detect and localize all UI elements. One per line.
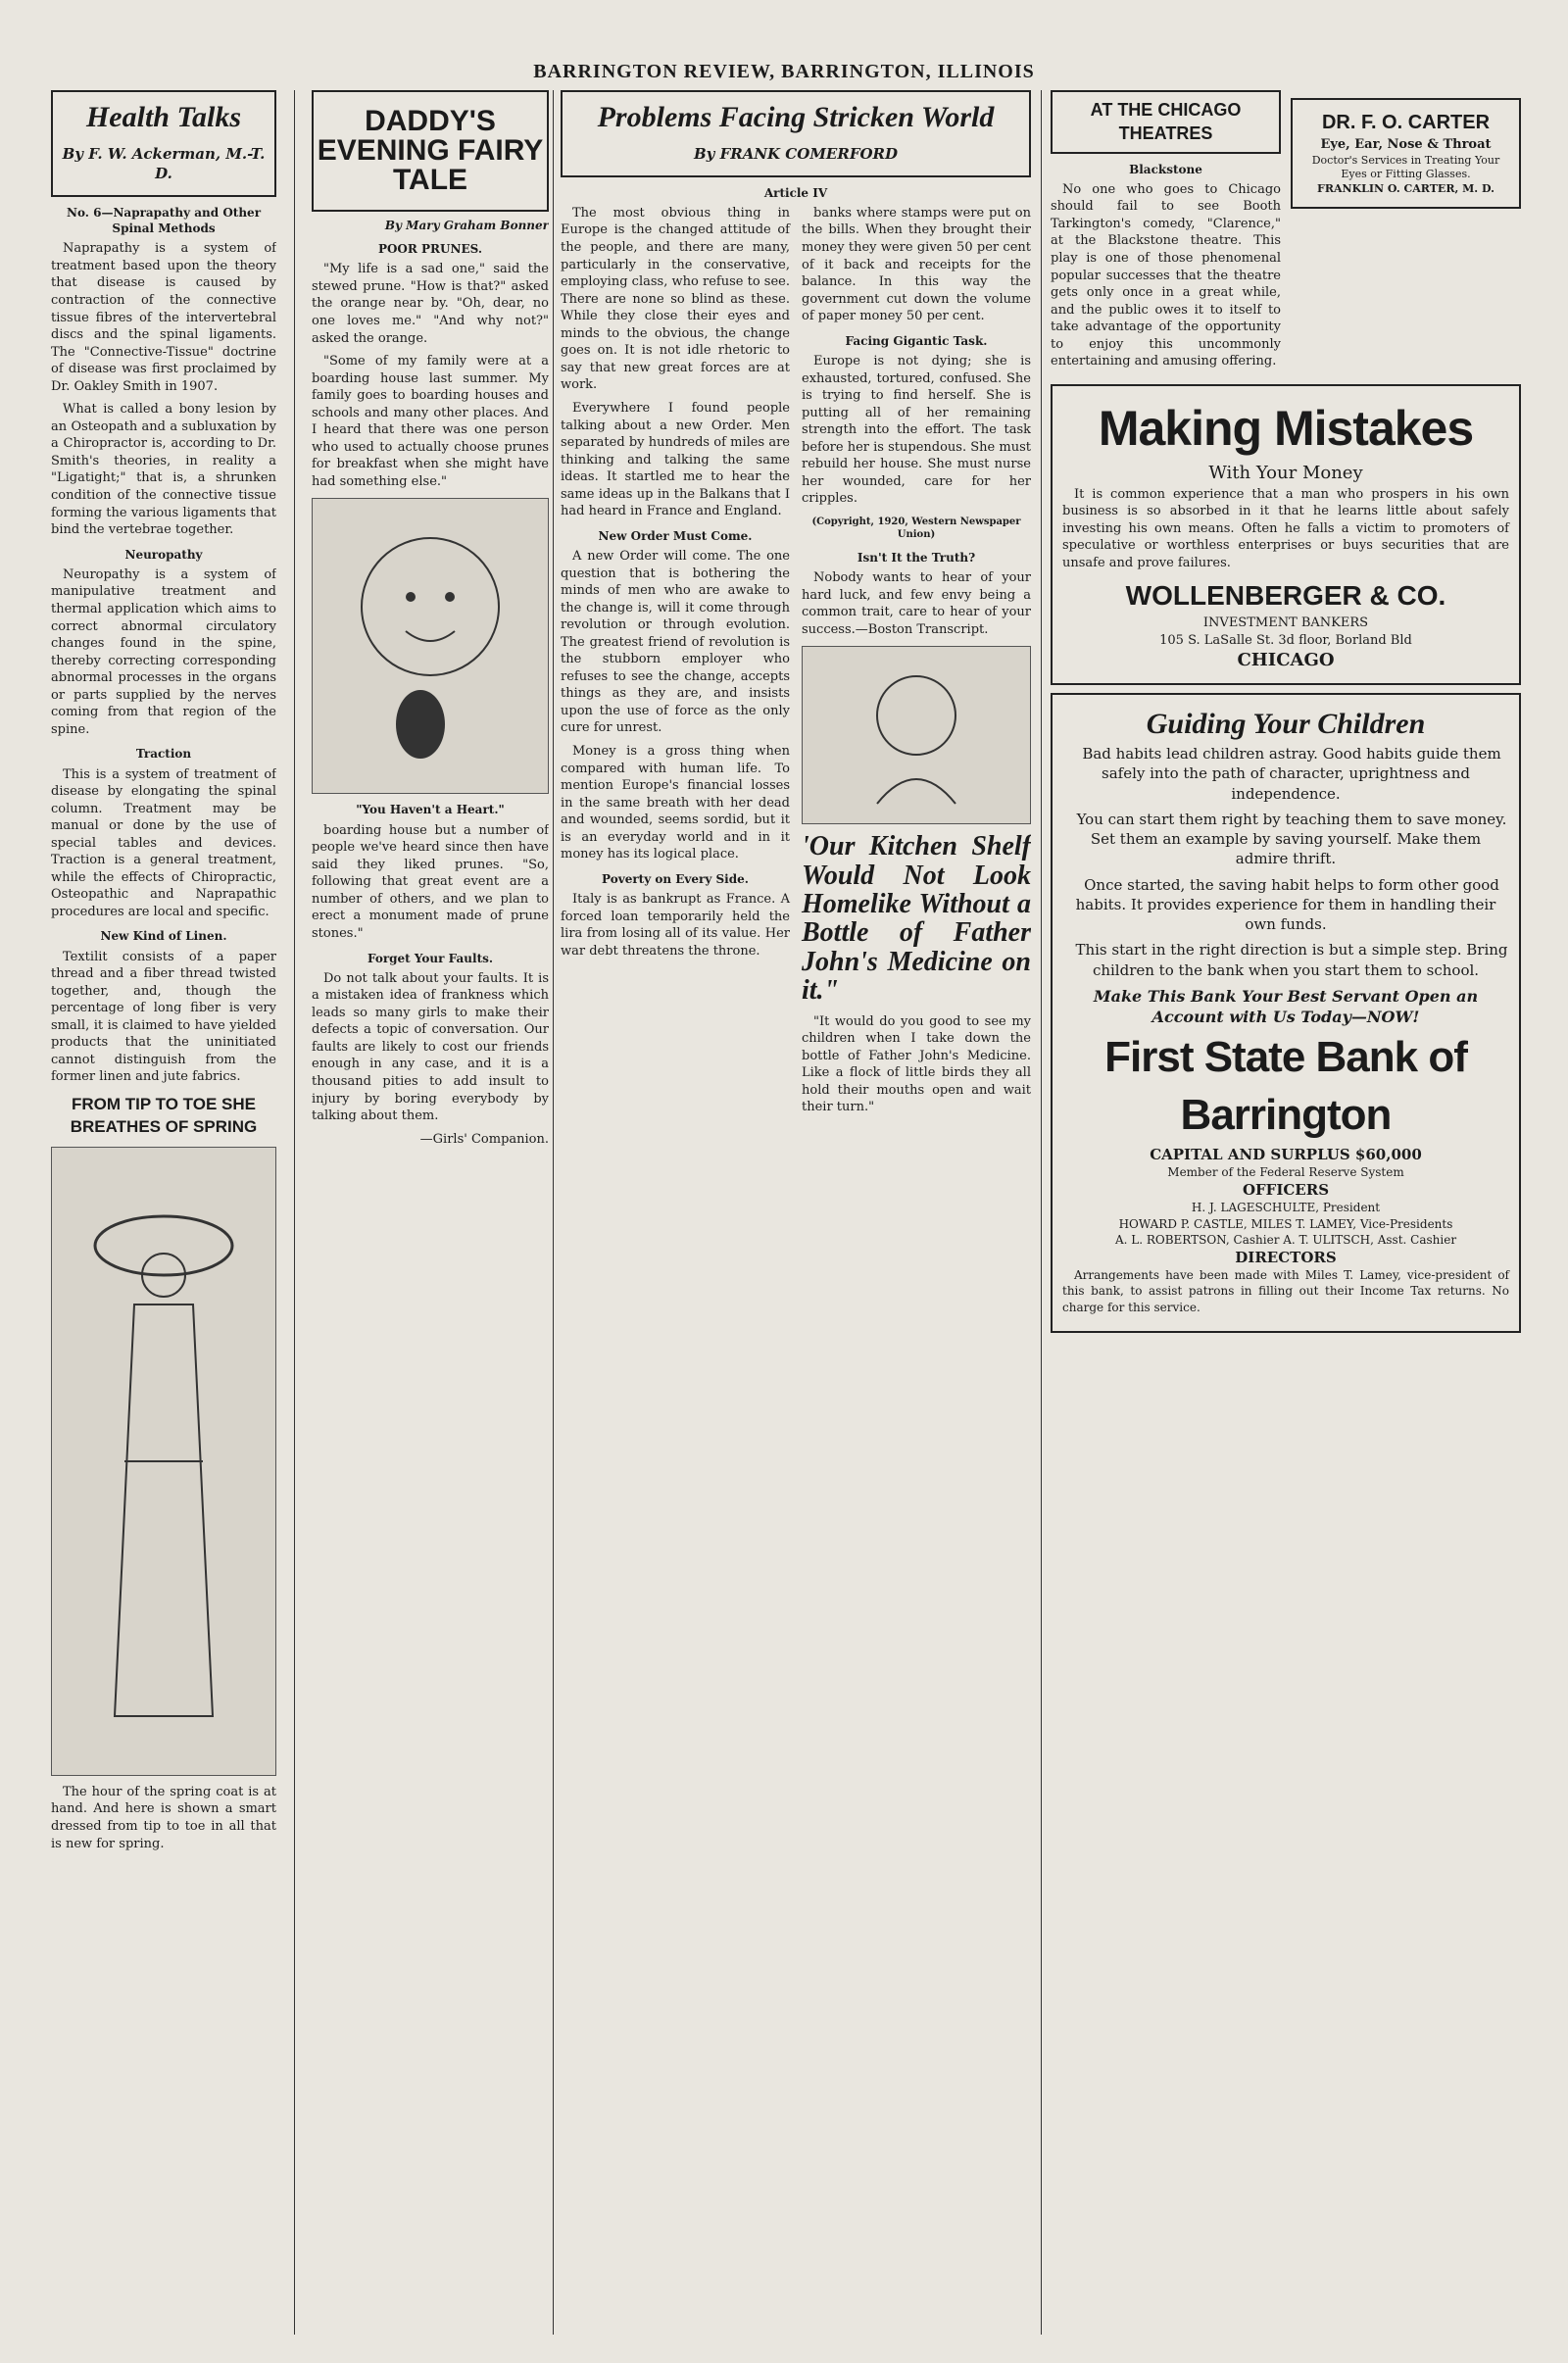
section-heading: New Kind of Linen. xyxy=(100,929,227,944)
paragraph: "Some of my family were at a boarding house last summer. My family goes to boarding houses and schools and many other places. And I heard that there was one person who used to actually choose prunes for breakfast when she might have had something else." xyxy=(312,354,549,489)
column-rule xyxy=(1041,90,1042,2335)
problems-title: Problems Facing Stricken World xyxy=(597,101,995,133)
section-heading: New Order Must Come. xyxy=(598,528,753,543)
directors-heading: DIRECTORS xyxy=(1235,1248,1337,1266)
paragraph: Textilit consists of a paper thread and a fiber thread twisted together, and, though the percentage of long fiber is very small, it is claimed to have yielded products that the uninitiated cannot distinguish from the former linen and jute fabrics. xyxy=(51,949,276,1085)
advertisement-column xyxy=(1051,90,1521,2344)
paragraph: You can start them right by teaching them to save money. Set them an example by saving yourself. Make them admire thrift. xyxy=(1076,810,1507,868)
firm-type: INVESTMENT BANKERS xyxy=(1202,615,1369,631)
problems-byline: By FRANK COMERFORD xyxy=(693,144,899,163)
paragraph: Nobody wants to hear of your hard luck, and few envy being a common trait, care to hear of your success.—Boston Transcript. xyxy=(802,570,1031,637)
column-rule xyxy=(294,90,295,2335)
filler-title: Isn't It the Truth? xyxy=(857,550,976,565)
paragraph: Neuropathy is a system of manipulative treatment and thermal application which aims to correct abnormal circulatory changes found in the spine, thereby correcting corresponding abnormal processes in the organs or parts supplied by the nerves coming from that region of the spine. xyxy=(51,566,276,737)
paragraph: This start in the right direction is but a simple step. Bring children to the bank when you start them to school. xyxy=(1075,941,1508,979)
health-talks-title: Health Talks xyxy=(85,101,242,133)
woman-figure-icon xyxy=(75,1167,252,1755)
bank-capital: CAPITAL AND SURPLUS $60,000 xyxy=(1150,1145,1422,1163)
section-heading: Poverty on Every Side. xyxy=(602,871,749,886)
paragraph: It is common experience that a man who prospers in his own business is so absorbed in it that he learns little about safely investing his own means. Often he falls a victim to promoters of speculative or worthless enterprises or buys securities that are unsafe and prove failures. xyxy=(1062,486,1509,570)
health-talks-subhead: No. 6—Naprapathy and Other Spinal Methods xyxy=(66,206,262,236)
credit-line: —Girls' Companion. xyxy=(419,1131,549,1147)
section-heading: Traction xyxy=(135,747,192,762)
theatre-section xyxy=(1051,90,1281,376)
fashion-illustration xyxy=(51,1147,276,1776)
paragraph: No one who goes to Chicago should fail to see Booth Tarkington's comedy, "Clarence," at the Blackstone theatre. This play is one of those phenomenal popular successes that the theatre gets only once in a great while, and the public owes it to itself to take advantage of the opportunity to enjoy this uncommonly entertaining and amusing offering. xyxy=(1051,181,1281,369)
child-face-icon xyxy=(858,657,975,813)
paragraph: Money is a gross thing when compared with human life. To mention Europe's financial losses in the same breath with her dead and wounded, seems sordid, but it is an everyday world and in it money has its logical place. xyxy=(561,743,790,862)
paragraph: Do not talk about your faults. It is a mistaken idea of frankness which leads so many girls to make their defects a topic of conversation. Our faults are likely to cost our friends enough in any case, and it is a thousand pities to add insult to injury by boring everybody by talking about them. xyxy=(312,970,549,1124)
health-talks-header xyxy=(51,90,276,197)
firm-address: 105 S. LaSalle St. 3d floor, Borland Bld xyxy=(1159,632,1412,648)
paragraph: This is a system of treatment of disease by elongating the spinal column. Treatment may be manual or done by the use of special tables and devices. Traction is a general treatment, while the effects of Chiropractic, Osteopathic and Naprapathic procedures are local and specific. xyxy=(51,766,276,919)
fashion-headline: FROM TIP TO TOE SHE BREATHES OF SPRING xyxy=(70,1095,258,1136)
paragraph: boarding house but a number of people we've heard since then have said they liked prunes. "So, following that great event are a number of others, and we plan to erect a monument made of prune stones." xyxy=(312,822,549,941)
paragraph: The most obvious thing in Europe is the changed attitude of the people, and there are many, particularly in the conservative, employing class, who refuse to see. There are none so blind as these. While they close their eyes and minds to the obvious, the change goes on. It is not idle rhetoric to say that new great forces are at work. xyxy=(561,205,790,393)
problems-left-subcolumn xyxy=(561,205,790,1122)
investment-ad xyxy=(1051,384,1521,685)
paragraph: Everywhere I found people talking about a new Order. Men separated by hundreds of miles are thinking and talking the same ideas. It startled me to hear the same ideas up in the Balkans that I had heard in France and England. xyxy=(561,400,790,519)
paragraph: Italy is as bankrupt as France. A forced loan temporarily held the lira from losing all of its value. Her war debt threatens the throne. xyxy=(561,892,790,959)
paragraph: "It would do you good to see my children when I take down the bottle of Father John's Medicine. Like a flock of little birds they all hold their mouths open and wait their turn." xyxy=(802,1013,1031,1115)
section-heading: Neuropathy xyxy=(124,547,203,562)
doctor-ad xyxy=(1291,90,1521,376)
investment-ad-title: Making Mistakes xyxy=(1098,400,1474,456)
paragraph: What is called a bony lesion by an Osteopath and a subluxation by a Chiropractor is, according to Dr. Smith's theories, in reality a "Ligatight;" that is, a shrunken condition of the connective tissue forming the various ligaments that bind the vertebrae together. xyxy=(51,402,276,538)
firm-name: WOLLENBERGER & CO. xyxy=(1125,580,1446,612)
problems-right-subcolumn xyxy=(802,205,1031,1122)
doctor-address: FRANKLIN O. CARTER, M. D. xyxy=(1317,182,1494,196)
doctor-services: Doctor's Services in Treating Your Eyes or Fitting Glasses. xyxy=(1311,153,1500,181)
fashion-caption: The hour of the spring coat is at hand. And here is shown a smart dressed from tip to toe in all that is new for spring. xyxy=(51,1784,276,1851)
doctor-ad-box xyxy=(1291,98,1521,209)
copyright-line: (Copyright, 1920, Western Newspaper Union) xyxy=(811,516,1021,541)
fairy-tale-column xyxy=(312,90,549,2344)
bank-ad xyxy=(1051,693,1521,1333)
moon-face-icon xyxy=(332,518,528,773)
doctor-name: DR. F. O. CARTER xyxy=(1321,112,1491,133)
health-talks-column xyxy=(51,90,276,2344)
guiding-title: Guiding Your Children xyxy=(1146,707,1426,740)
fairy-tale-byline: By Mary Graham Bonner xyxy=(384,219,549,232)
paragraph: banks where stamps were put on the bills. When they brought their money they were given 50 per cent of it back and receipts for the balance. In this way the government cut down the volume of paper money 50 per cent. xyxy=(802,205,1031,324)
medicine-ad-quote: 'Our Kitchen Shelf Would Not Look Homelike Without a Bottle of Father John's Medicine on it." xyxy=(802,831,1031,1007)
illustration-caption: "You Haven't a Heart." xyxy=(356,803,505,817)
column-rule xyxy=(553,90,554,2335)
officer-line: HOWARD P. CASTLE, MILES T. LAMEY, Vice-Presidents xyxy=(1118,1216,1453,1231)
bank-name: First State Bank of Barrington xyxy=(1104,1032,1467,1140)
paragraph: Europe is not dying; she is exhausted, tortured, confused. She is trying to find herself. She is putting all of her remaining strength into the effort. The task before her is stupendous. She must rebuild her house. She must nurse her wounded, care for her cripples. xyxy=(802,353,1031,507)
doctor-specialty: Eye, Ear, Nose & Throat xyxy=(1320,137,1492,152)
section-heading: Facing Gigantic Task. xyxy=(845,333,988,348)
theatre-title: AT THE CHICAGO THEATRES xyxy=(1051,90,1281,154)
firm-city: CHICAGO xyxy=(1237,650,1335,671)
bank-slogan: Make This Bank Your Best Servant Open an Account with Us Today—NOW! xyxy=(1093,986,1479,1027)
problems-column xyxy=(561,90,1031,2344)
fairy-tale-masthead: DADDY'S EVENING FAIRY TALE xyxy=(312,90,549,212)
child-portrait xyxy=(802,646,1031,824)
section-heading: Forget Your Faults. xyxy=(367,951,494,965)
fairy-tale-subhead: POOR PRUNES. xyxy=(377,242,483,257)
officer-line: H. J. LAGESCHULTE, President xyxy=(1191,1201,1381,1215)
problems-header xyxy=(561,90,1031,177)
paragraph: Bad habits lead children astray. Good habits guide them safely into the path of character, uprightness and independence. xyxy=(1082,745,1501,803)
article-number: Article IV xyxy=(763,185,828,200)
officers-heading: OFFICERS xyxy=(1242,1181,1330,1200)
officer-line: A. L. ROBERTSON, Cashier A. T. ULITSCH, Asst. Cashier xyxy=(1114,1232,1457,1247)
paragraph: Naprapathy is a system of treatment based upon the theory that disease is caused by contraction of the connective tissue fibres of the intervertebral discs and the spinal ligaments. The "Connective-Tissue" doctrine of disease was first proclaimed by Dr. Oakley Smith in 1907. xyxy=(51,241,276,394)
paragraph: "My life is a sad one," said the stewed prune. "How is that?" asked the orange near by. "Oh, dear, no one loves me." "And why not?" asked the orange. xyxy=(312,262,549,346)
investment-ad-subtitle: With Your Money xyxy=(1208,463,1363,484)
paragraph: A new Order will come. The one question that is bothering the minds of men who are awake to the change is, will it come through revolution or through evolution. The greatest friend of revolution is the stubborn employer who refuses to see the change, accepts things as they are, and insists upon the use of force as the only cure for unrest. xyxy=(561,548,790,736)
prune-illustration xyxy=(312,498,549,794)
health-talks-byline: By F. W. Ackerman, M.-T. D. xyxy=(62,144,266,182)
masthead: BARRINGTON REVIEW, BARRINGTON, ILLINOIS xyxy=(533,61,1035,82)
bank-footer: Arrangements have been made with Miles T. Lamey, vice-president of this bank, to assist patrons in filling out their Income Tax returns. No charge for this service. xyxy=(1062,1268,1509,1314)
paragraph: Once started, the saving habit helps to form other good habits. It provides experience for them in handling their own funds. xyxy=(1075,875,1499,934)
bank-member: Member of the Federal Reserve System xyxy=(1167,1164,1404,1179)
theatre-subhead: Blackstone xyxy=(1129,162,1202,176)
